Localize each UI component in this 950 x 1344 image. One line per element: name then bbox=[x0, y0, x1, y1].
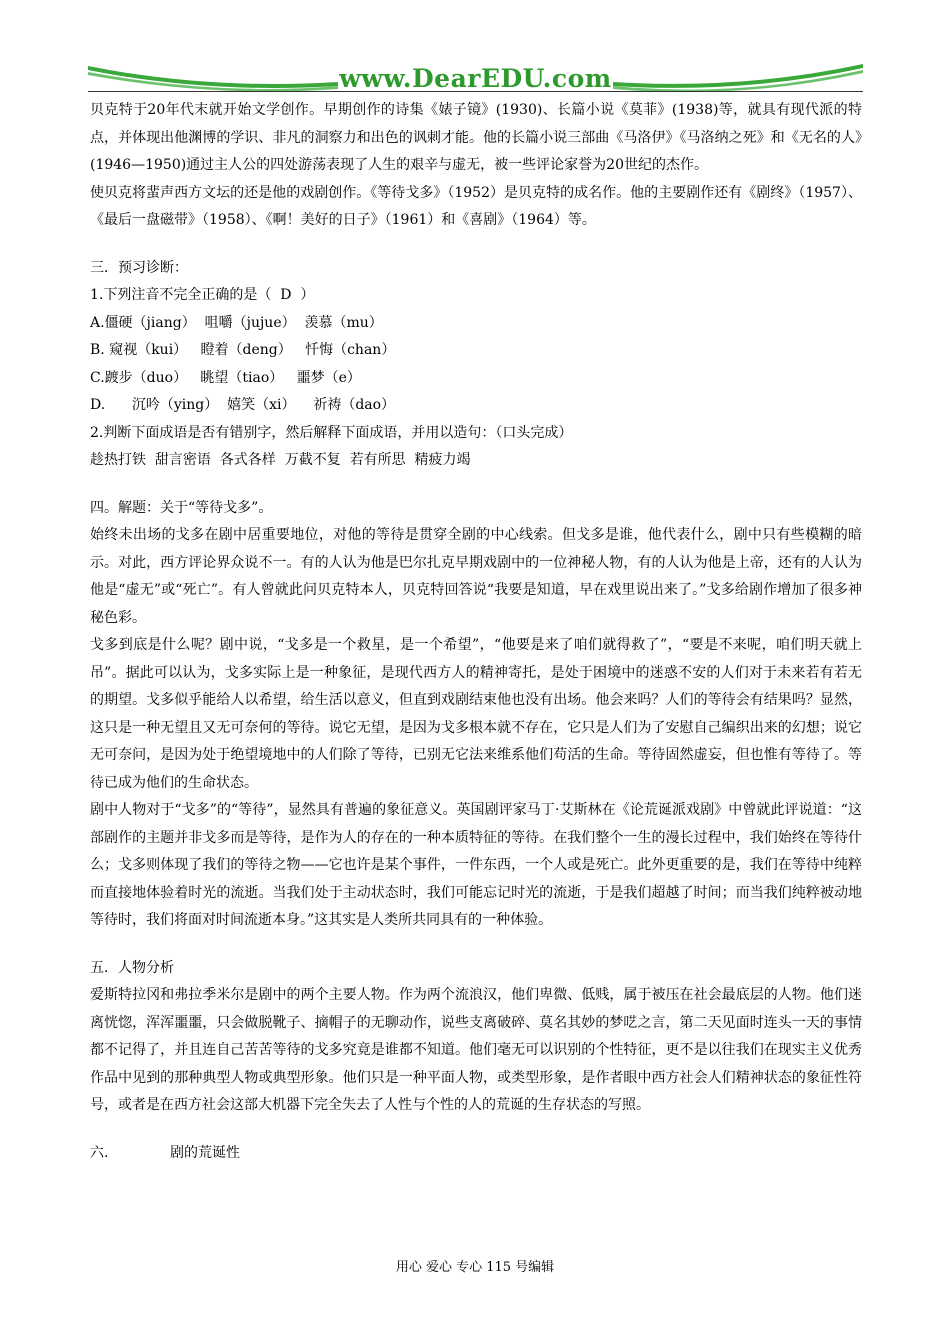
section-5-heading: 五．人物分析 bbox=[90, 959, 174, 976]
section-4-paragraph-1: 始终未出场的戈多在剧中居重要地位，对他的等待是贯穿全剧的中心线索。但戈多是谁，他代表什么，剧中只有些模糊的暗示。对此，西方评论界众说不一。有的人认为他是巴尔扎克早期戏剧中的一位神秘人物，有的人认为他是上帝，还有的人认为他是“虚无”或“死亡”。有人曾就此问贝克特本人，贝克特回答说“我要是知道，早在戏里说出来了。”戈多给剧作增加了很多神秘色彩。 bbox=[90, 527, 862, 626]
section-6-heading bbox=[90, 1140, 862, 1168]
intro-paragraph-2: 使贝克将蜚声西方文坛的还是他的戏剧创作。《等待戈多》（1952）是贝克特的成名作。他的主要剧作还有《剧终》（1957）、《最后一盘磁带》（1958）、《啊！美好的日子》（1961）和《喜剧》（1964）等。 bbox=[90, 184, 862, 228]
section-6-number: 六. bbox=[90, 1144, 109, 1161]
spacer bbox=[90, 935, 862, 955]
spacer bbox=[90, 235, 862, 255]
idiom-list: 趁热打铁 甜言密语 各式各样 万截不复 若有所思 精疲力竭 bbox=[90, 452, 471, 468]
section-4-paragraph-3: 剧中人物对于“戈多”的“等待”，显然具有普遍的象征意义。英国剧评家马丁·艾斯林在《论荒诞派戏剧》中曾就此评说道：“这部剧作的主题并非戈多而是等待，是作为人的存在的一种本质特征的等待。在我们整个一生的漫长过程中，我们始终在等待什么；戈多则体现了我们的等待之物——它也许是某个事件，一件东西，一个人或是死亡。此外更重要的是，我们在等待中纯粹而直接地体验着时光的流逝。当我们处于主动状态时，我们可能忘记时光的流逝，于是我们超越了时间；而当我们纯粹被动地等待时，我们将面对时间流逝本身。”这其实是人类所共同具有的一种体验。 bbox=[90, 802, 862, 928]
question-2: 2.判断下面成语是否有错别字，然后解释下面成语，并用以造句：（口头完成） bbox=[90, 424, 573, 441]
question-1: 1.下列注音不完全正确的是（ D ） bbox=[90, 287, 315, 303]
option-b: B. 窥视（kui） 瞪着（deng） 忏悔（chan） bbox=[90, 342, 396, 358]
site-header bbox=[88, 60, 863, 94]
section-5-paragraph-1: 爱斯特拉冈和弗拉季米尔是剧中的两个主要人物。作为两个流浪汉，他们卑微、低贱，属于被压在社会最底层的人物。他们迷离恍惚，浑浑噩噩，只会做脱靴子、摘帽子的无聊动作，说些支离破碎、莫名其妙的梦呓之言，第二天见面时连头一天的事情都不记得了，并且连自己苦苦等待的戈多究竟是谁都不知道。他们毫无可以识别的个性特征，更不是以往我们在现实主义优秀作品中见到的那种典型人物或典型形象。他们只是一种平面人物，或类型形象，是作者眼中西方社会人们精神状态的象征性符号，或者是在西方社会这部大机器下完全失去了人性与个性的人的荒诞的生存状态的写照。 bbox=[90, 987, 862, 1113]
option-d: D. 沉吟（ying） 嬉笑（xi） 祈祷（dao） bbox=[90, 397, 396, 413]
section-3-heading: 三．预习诊断： bbox=[90, 259, 188, 276]
spacer bbox=[90, 475, 862, 495]
option-c: C.踱步（duo） 眺望（tiao） 噩梦（e） bbox=[90, 369, 361, 386]
section-4-heading: 四。解题：关于“等待戈多”。 bbox=[90, 499, 273, 516]
option-a: A.僵硬（jiang） 咀嚼（jujue） 羡慕（mu） bbox=[90, 314, 383, 331]
intro-paragraph-1: 贝克特于20年代末就开始文学创作。早期创作的诗集《婊子镜》(1930)、长篇小说《莫菲》(1938)等，就具有现代派的特点，并体现出他渊博的学识、非凡的洞察力和出色的讽刺才能。他的长篇小说三部曲《马洛伊》《马洛纳之死》和《无名的人》(1946—1950)通过主人公的四处游荡表现了人生的艰辛与虚无，被一些评论家誉为20世纪的杰作。 bbox=[90, 102, 862, 173]
spacer bbox=[90, 1120, 862, 1140]
header-divider bbox=[88, 91, 863, 92]
document-body bbox=[90, 97, 862, 1167]
page-footer: 用心 爱心 专心 115 号编辑 bbox=[395, 1260, 555, 1275]
section-4-paragraph-2: 戈多到底是什么呢？剧中说，“戈多是一个救星，是一个希望”，“他要是来了咱们就得救了”，“要是不来呢，咱们明天就上吊”。据此可以认为，戈多实际上是一种象征，是现代西方人的精神寄托，是处于困境中的迷惑不安的人们对于未来若有若无的期望。戈多似乎能给人以希望，给生活以意义，但直到戏剧结束他也没有出场。他会来吗？人们的等待会有结果吗？显然，这只是一种无望且又无可奈何的等待。说它无望，是因为戈多根本就不存在，它只是人们为了安慰自己编织出来的幻想；说它无可奈问，是因为处于绝望境地中的人们除了等待，已别无它法来维系他们苟活的生命。等待固然虚妄，但也惟有等待了。等待已成为他们的生命状态。 bbox=[90, 637, 862, 791]
section-6-title: 剧的荒诞性 bbox=[170, 1144, 240, 1161]
site-logo[interactable]: www.DearEDU.com bbox=[339, 64, 612, 93]
